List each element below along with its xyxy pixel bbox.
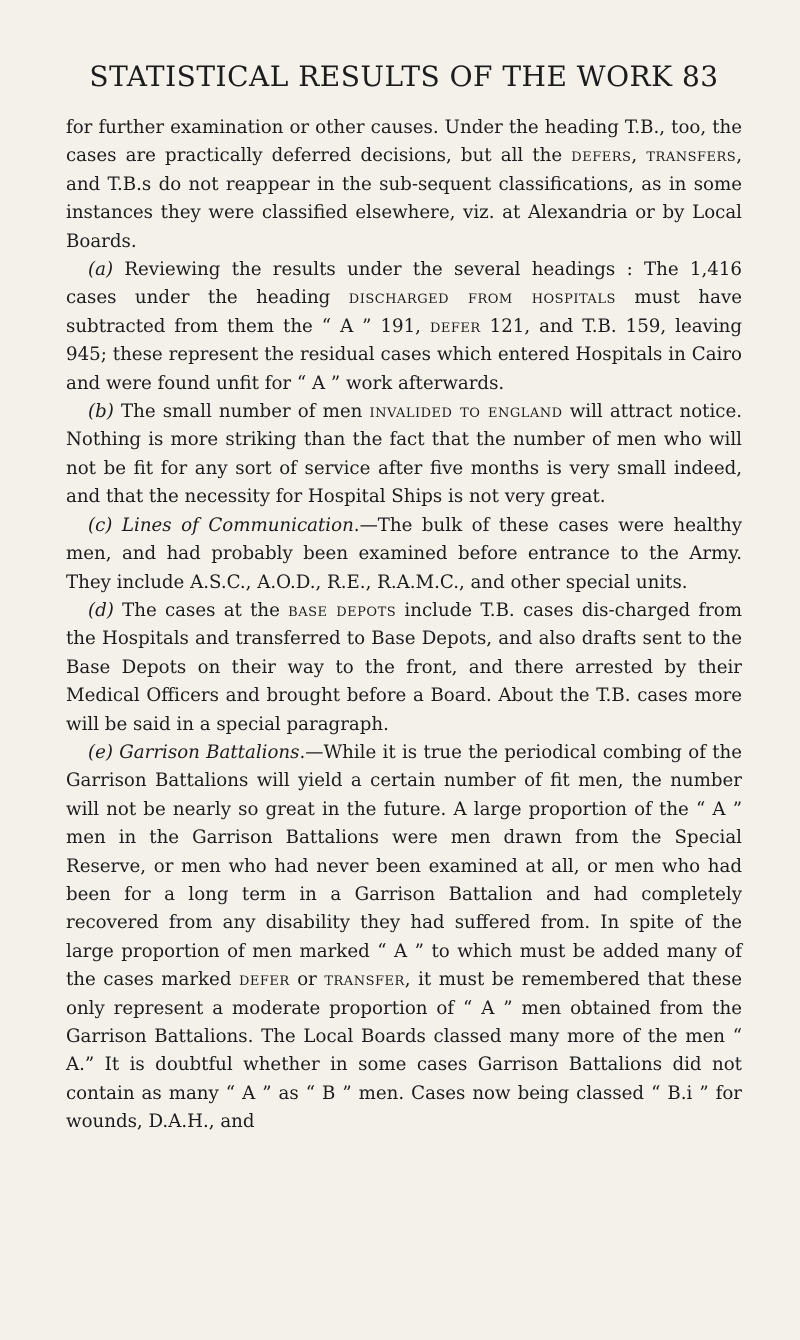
- paragraph-title: Garrison Battalions: [119, 741, 300, 763]
- text-run: include T.B. cases dis-charged from the Hospitals and transferred to Base Depots, and also drafts sent to the Base Depots on their way to the front, and there arrested by their Medical Officers and brought before a Board. About the T.B. cases more will be said in a special paragraph.: [66, 599, 742, 735]
- running-header: [66, 60, 742, 94]
- text-run: 121, and T.B. 159, leaving 945; these represent the residual cases which entered Hospitals in Cairo and were found unfit for “ A ” work afterwards.: [66, 315, 742, 394]
- text-run: must have subtracted from them the “ A ” 191,: [66, 287, 742, 337]
- text-run: The small number of men: [113, 401, 370, 423]
- paragraph-marker: (d): [88, 599, 114, 621]
- paragraph-d: [66, 597, 742, 739]
- header-title: STATISTICAL RESULTS OF THE WORK: [89, 60, 673, 93]
- paragraph-marker: (b): [88, 401, 114, 423]
- small-caps-term: invalided to england: [369, 401, 563, 423]
- text-run: , and T.B.s do not reappear in the sub-sequent classifications, as in some instances they were classified elsewhere, viz. at Alexandria or by Local Boards.: [66, 145, 742, 252]
- paragraph-e: [66, 739, 742, 1137]
- small-caps-term: discharged from hospitals: [348, 287, 616, 309]
- text-run: .—While it is true the periodical combing of the Garrison Battalions will yield a certain number of fit men, the number will not be nearly so great in the future. A large proportion of the “ A ” men in the Garrison Battalions were men drawn from the Special Reserve, or men who had never been examined at all, or men who had been for a long term in a Garrison Battalion and had completely recovered from any disability they had suffered from. In spite of the large proportion of men marked “ A ” to which must be added many of the cases marked: [66, 741, 743, 991]
- text-run: for further examination or other causes. Under the heading T.B., too, the cases are practically deferred decisions, but all the: [66, 117, 742, 167]
- small-caps-term: transfer: [324, 969, 405, 991]
- text-run: ,: [631, 145, 647, 167]
- text-run: , it must be remembered that these only represent a moderate proportion of “ A ” men obtained from the Garrison Battalions. The Local Boards classed many more of the men “ A.” It is doubtful whether in some cases Garrison Battalions did not contain as many “ A ” as “ B ” men. Cases now being classed “ B.i ” for wounds, D.A.H., and: [66, 969, 742, 1133]
- paragraph-continued: [66, 114, 742, 256]
- paragraph-title: Lines of Communication: [121, 514, 354, 536]
- text-run: The cases at the: [113, 599, 289, 621]
- paragraph-marker: (c): [88, 514, 113, 536]
- text-run: or: [289, 969, 325, 991]
- paragraph-marker: (e): [88, 741, 113, 763]
- paragraph-a: [66, 256, 742, 398]
- paragraph-c: [66, 512, 742, 597]
- small-caps-term: base depots: [288, 599, 397, 621]
- page: [66, 60, 742, 1137]
- small-caps-term: transfers: [646, 145, 737, 167]
- text-run: .—The bulk of these cases were healthy men, and had probably been examined before entrance to the Army. They include A.S.C., A.O.D., R.E., R.A.M.C., and other special units.: [66, 514, 742, 593]
- text-run: will attract notice. Nothing is more striking than the fact that the number of men who will not be fit for any sort of service after five months is very small indeed, and that the necessity for Hospital Ships is not very great.: [66, 401, 742, 508]
- paragraph-b: [66, 398, 742, 512]
- page-number: 83: [681, 60, 719, 93]
- small-caps-term: defer: [238, 969, 290, 991]
- body-text: [66, 114, 742, 1137]
- paragraph-marker: (a): [88, 259, 114, 281]
- small-caps-term: defer: [429, 315, 481, 337]
- text-run: Reviewing the results under the several headings : The 1,416 cases under the heading: [66, 259, 742, 309]
- small-caps-term: defers: [571, 145, 632, 167]
